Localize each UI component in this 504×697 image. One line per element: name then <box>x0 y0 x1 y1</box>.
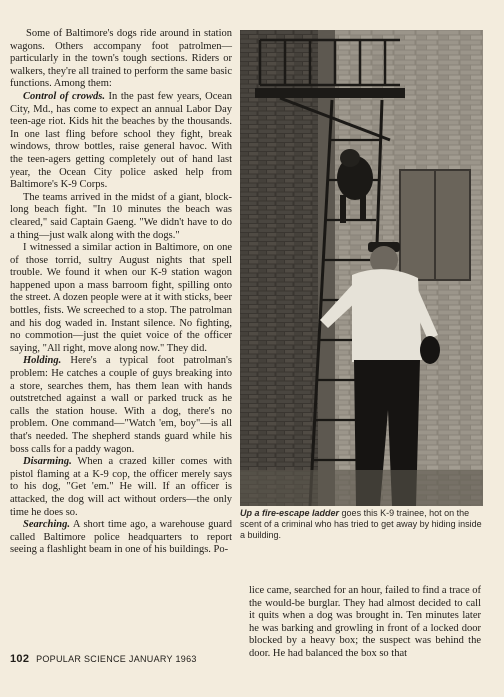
photo-caption <box>240 508 483 541</box>
fire-escape-photo <box>240 30 483 506</box>
page-footer <box>10 653 480 665</box>
paragraph-continuation: lice came, searched for an hour, failed to find a trace of the would-be burglar. They had almost decided to call it quits when a dog was brought in. Ten minutes later he was barking and growling in front of a locked door blocked by a heavy box; the suspect was behind the door. He had balanced the box so that <box>249 585 481 659</box>
paragraph-body: Here's a typical foot patrolman's problem: He catches a couple of guys breaking into a store, searches them, has them lean with hands outstretched against a wall or parked truck as he calls the station house. With a dog, there's no problem. One command—"Watch 'em, boy"—is all that's needed. The shepherd stands guard while his boss calls for a paddy wagon. <box>10 355 232 455</box>
caption-lead: Up a fire-escape ladder <box>240 508 340 518</box>
paragraph-witnessed: I witnessed a similar action in Baltimore, on one of those torrid, sultry August nights that spell trouble. We found it when our K-9 station wagon happened upon a mass barroom fight, spilling onto the street. A dozen people were at it with sticks, beer bottles, fists. We screeched to a stop. The patrolman and his dog waded in. Instant silence. No fighting, no commotion—just the quiet voice of the officer saying, "All right, move along now." They did. <box>10 242 232 354</box>
paragraph-disarming <box>10 456 232 519</box>
paragraph-body: In the past few years, Ocean City, Md., has come to expect an annual Labor Day teen-age riot. Kids hit the beaches by the thousands. In one last fling before school they fight, break windows, throw bottles, raise general havoc. With the teen-agers getting completely out of hand last year, the Ocean City police asked help from Baltimore's K-9 Corps. <box>10 90 232 191</box>
magazine-issue: POPULAR SCIENCE JANUARY 1963 <box>36 654 197 664</box>
paragraph-body: When a crazed killer comes with pistol flaming at a K-9 cop, the officer merely says to his dog, "Get 'em." He will. If an officer is attacked, the dog will act without orders—the only time he does so. <box>10 456 232 518</box>
subhead-control-of-crowds: Control of crowds. <box>23 90 106 102</box>
paragraph-intro: Some of Baltimore's dogs ride around in station wagons. Others accompany foot patrolmen—particularly in the town's tough sections. Riders or walkers, they're all trained to perform the same basic functions. Among them: <box>10 28 233 90</box>
caption-body: goes this K-9 trainee, hot on the scent of a criminal who has tried to get away by hiding inside a building. <box>240 508 482 540</box>
paragraph-holding <box>10 355 232 456</box>
subhead-holding: Holding. <box>23 355 62 367</box>
left-text-column <box>10 28 232 557</box>
right-text-column <box>249 585 481 661</box>
paragraph-teams-arrived: The teams arrived in the midst of a giant, block-long beach fight. "In 10 minutes the beach was cleared," said Captain Gaeng. "We didn't have to do a thing—just walk along with the dogs." <box>10 191 232 241</box>
paragraph-body: A short time ago, a warehouse guard called Baltimore police headquarters to report seeing a flashlight beam in one of his buildings. Po- <box>10 519 232 556</box>
page-number: 102 <box>10 653 30 665</box>
subhead-searching: Searching. <box>23 519 70 531</box>
paragraph-crowd-control <box>10 91 232 192</box>
paragraph-searching <box>10 519 232 557</box>
photo-illustration <box>240 30 483 506</box>
subhead-disarming: Disarming. <box>23 456 72 468</box>
